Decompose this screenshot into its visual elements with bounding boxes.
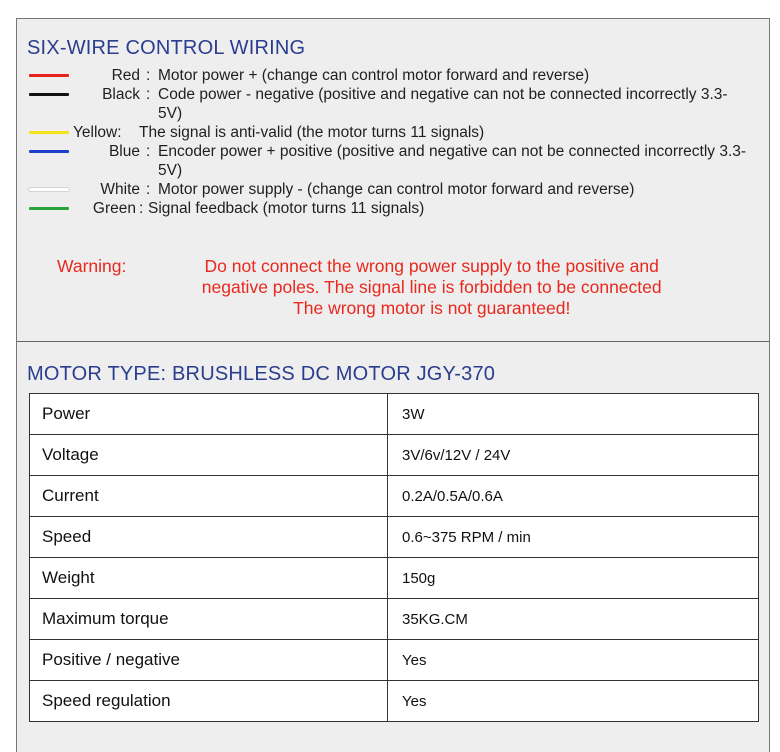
wire-separator: : [146,67,151,84]
wiring-section-title: SIX-WIRE CONTROL WIRING [27,37,306,59]
warning-text [126,256,757,319]
wire-name: Green [92,200,136,217]
table-row [30,476,759,517]
spec-sheet [16,18,770,752]
wire-separator: : [146,143,151,160]
wire-separator: : [146,181,151,198]
table-row [30,681,759,722]
spec-label: Power [30,394,388,435]
motor-type-title: MOTOR TYPE: BRUSHLESS DC MOTOR JGY-370 [27,363,496,385]
table-row [30,394,759,435]
wire-color-legend [29,66,759,218]
wire-description: Signal feedback (motor turns 11 signals) [148,200,425,217]
table-row [30,517,759,558]
wire-row-yellow [29,123,759,142]
table-row [30,435,759,476]
spec-label: Weight [30,558,388,599]
wire-name: Yellow: [73,124,122,141]
wire-description: Motor power + (change can control motor forward and reverse) [158,67,590,84]
spec-label: Speed regulation [30,681,388,722]
wire-separator: : [139,200,144,217]
wiring-warning [57,256,757,319]
table-row [30,558,759,599]
spec-value: Yes [388,681,759,722]
wire-description: The signal is anti-valid (the motor turns 11 signals) [139,124,485,141]
red-wire-swatch [29,74,69,77]
yellow-wire-swatch [29,131,69,134]
warning-line: The wrong motor is not guaranteed! [293,298,571,318]
wire-row-white [29,180,759,199]
spec-label: Positive / negative [30,640,388,681]
white-wire-swatch [29,188,69,191]
table-row [30,640,759,681]
wire-name: Red [111,67,140,84]
black-wire-swatch [29,93,69,96]
wire-row-green [29,199,759,218]
motor-spec-table [29,393,759,722]
wire-name: White [100,181,140,198]
warning-line: negative poles. The signal line is forbidden to be connected [201,277,662,297]
spec-value: 3W [388,394,759,435]
wire-description: Motor power supply - (change can control motor forward and reverse) [158,181,635,198]
spec-label: Voltage [30,435,388,476]
spec-value: 0.2A/0.5A/0.6A [388,476,759,517]
wire-description: Code power - negative (positive and negative can not be connected incorrectly 3.3-5V) [158,86,728,122]
green-wire-swatch [29,207,69,210]
blue-wire-swatch [29,150,69,153]
warning-line: Do not connect the wrong power supply to the positive and [204,256,659,276]
wire-row-red [29,66,759,85]
spec-label: Speed [30,517,388,558]
table-row [30,599,759,640]
section-divider [17,341,769,342]
wire-row-blue [29,142,759,180]
spec-value: 0.6~375 RPM / min [388,517,759,558]
spec-value: 35KG.CM [388,599,759,640]
spec-value: 3V/6v/12V / 24V [388,435,759,476]
warning-label: Warning: [57,256,127,276]
spec-value: Yes [388,640,759,681]
wire-row-black [29,85,759,123]
wire-separator: : [146,86,151,103]
wire-name: Black [102,86,140,103]
spec-label: Maximum torque [30,599,388,640]
wire-description: Encoder power + positive (positive and negative can not be connected incorrectly 3.3-5V) [158,143,747,179]
spec-label: Current [30,476,388,517]
wire-name: Blue [108,143,140,160]
spec-value: 150g [388,558,759,599]
